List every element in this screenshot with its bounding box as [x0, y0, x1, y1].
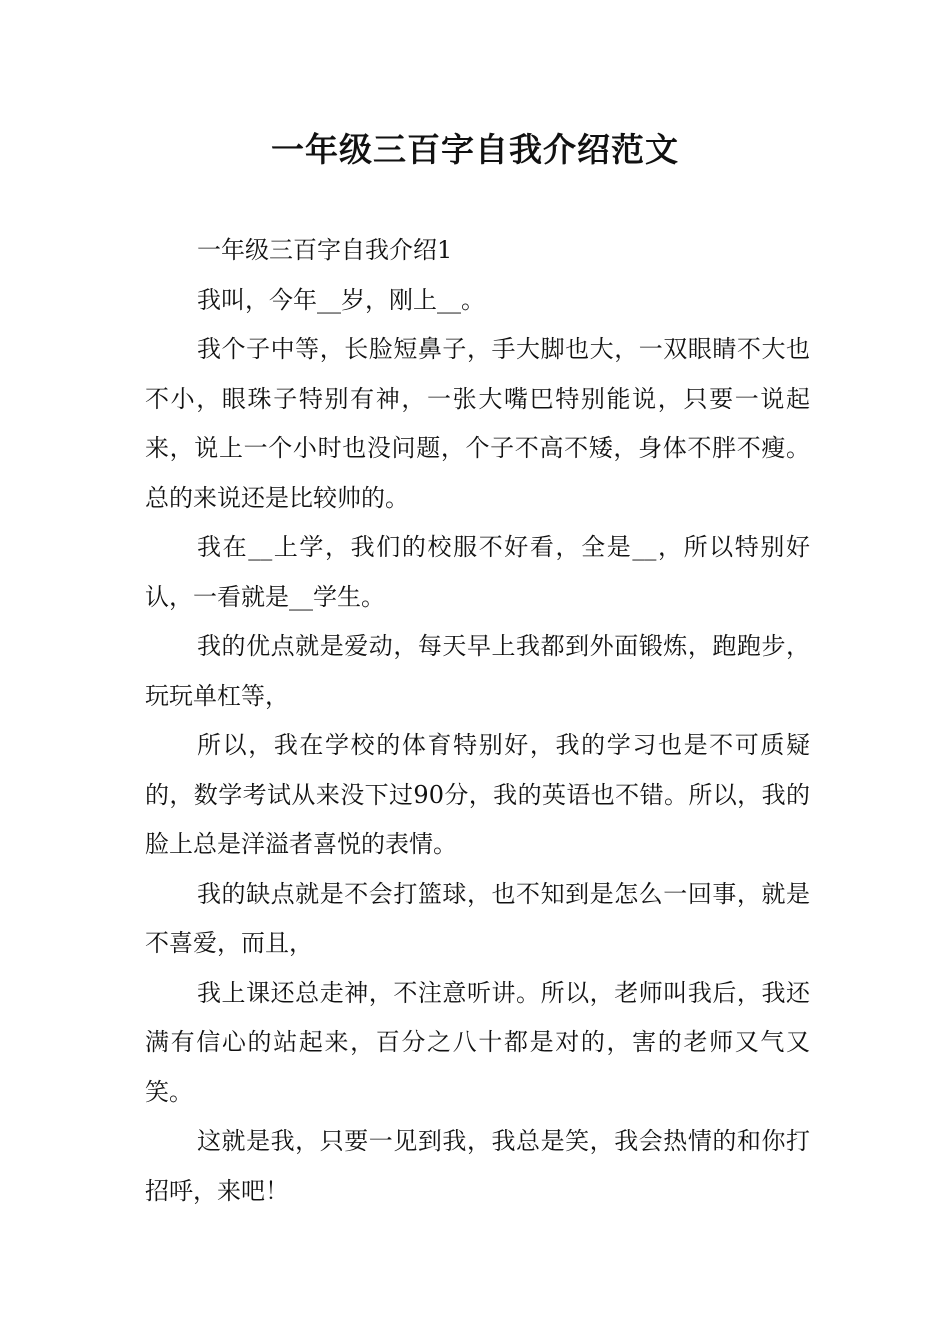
- paragraph: 我的优点就是爱动，每天早上我都到外面锻炼，跑跑步，玩玩单杠等，: [145, 632, 810, 710]
- document-title: 一年级三百字自我介绍范文: [271, 130, 679, 169]
- paragraph-heading: 一年级三百字自我介绍1: [197, 236, 453, 264]
- paragraph: 我在__上学，我们的校服不好看，全是__，所以特别好认，一看就是__学生。: [145, 533, 810, 611]
- paragraph: 我的缺点就是不会打篮球，也不知到是怎么一回事，就是不喜爱，而且，: [145, 879, 810, 957]
- paragraph: 所以，我在学校的体育特别好，我的学习也是不可质疑的，数学考试从来没下过90分，我的英语也不错。所以，我的脸上总是洋溢者喜悦的表情。: [145, 731, 810, 858]
- document-body: [145, 226, 810, 1216]
- paragraph: 我叫，今年__岁，刚上__。: [197, 285, 485, 314]
- paragraph: 我上课还总走神，不注意听讲。所以，老师叫我后，我还满有信心的站起来，百分之八十都是对的，害的老师又气又笑。: [145, 978, 810, 1106]
- paragraph: 我个子中等，长脸短鼻子，手大脚也大，一双眼睛不大也不小，眼珠子特别有神，一张大嘴巴特别能说，只要一说起来，说上一个小时也没问题，个子不高不矮，身体不胖不瘦。总的来说还是比较帅的。: [145, 335, 810, 512]
- paragraph: 这就是我，只要一见到我，我总是笑，我会热情的和你打招呼，来吧！: [145, 1127, 810, 1205]
